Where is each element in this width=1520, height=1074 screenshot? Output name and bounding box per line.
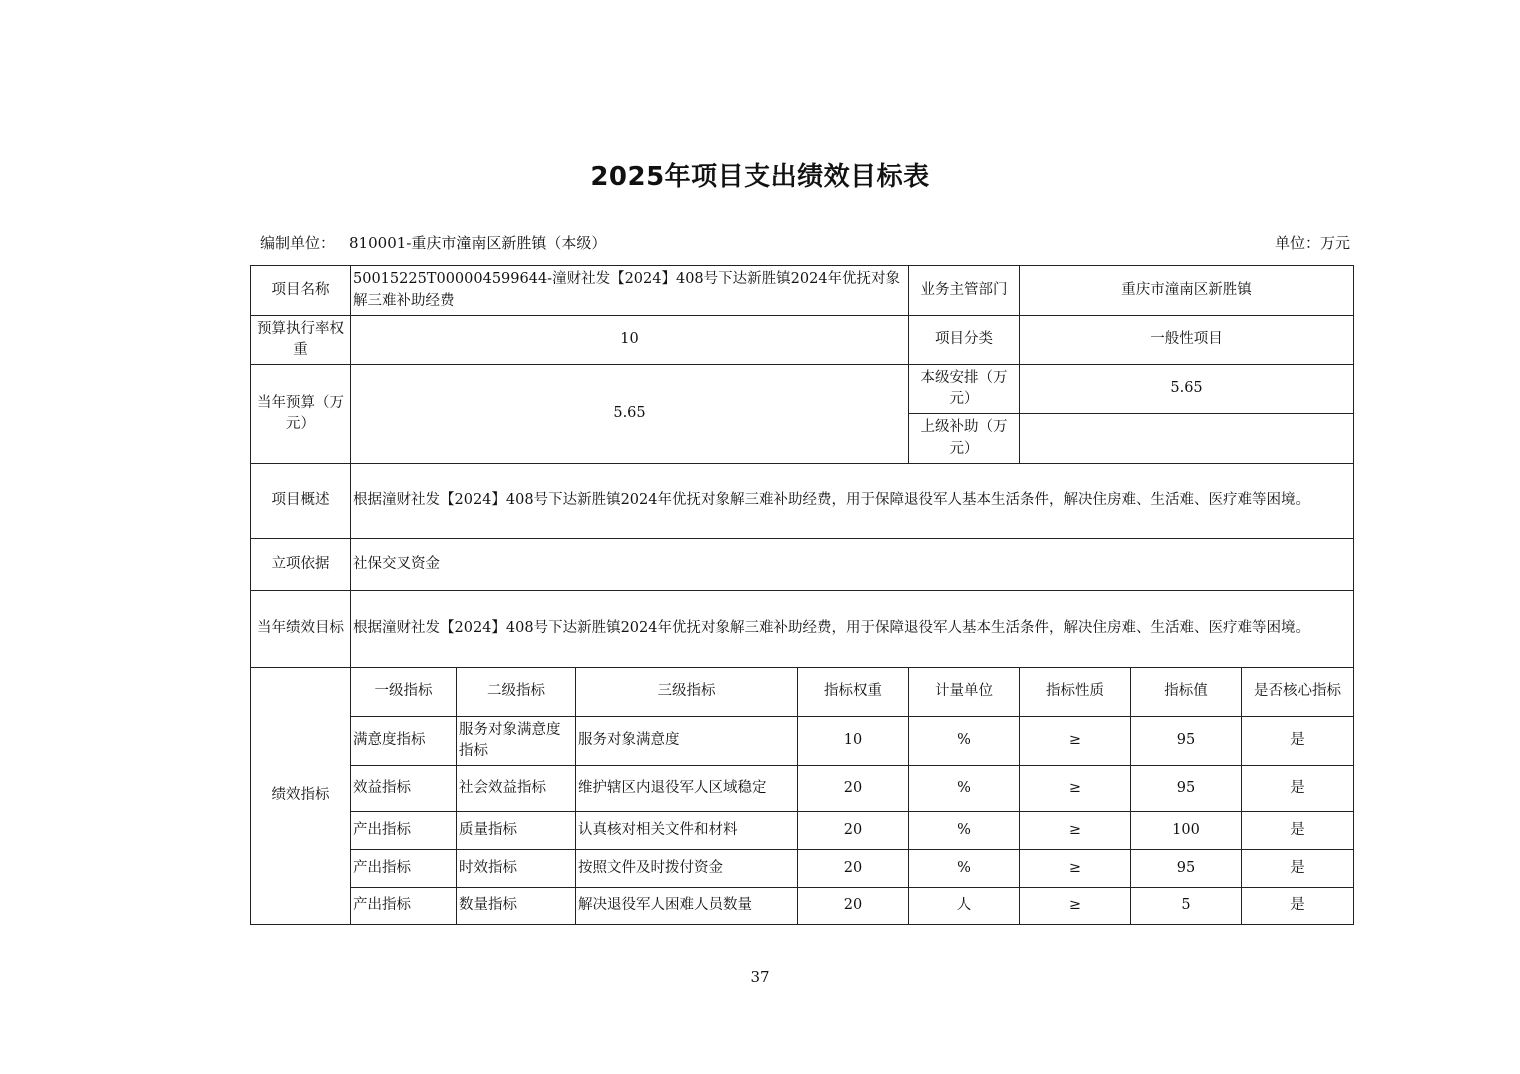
goal-label: 当年绩效目标 <box>251 591 351 668</box>
overview-row <box>251 464 1354 539</box>
row-core: 是 <box>1242 888 1354 925</box>
budget-value: 5.65 <box>351 365 909 464</box>
page-title: 2025年项目支出绩效目标表 <box>590 162 930 192</box>
row-level3: 按照文件及时拨付资金 <box>576 850 798 888</box>
header-level2: 二级指标 <box>457 668 576 717</box>
row-value: 95 <box>1131 766 1242 812</box>
row-level3: 服务对象满意度 <box>576 717 798 766</box>
overview-label: 项目概述 <box>251 464 351 539</box>
budget-row <box>251 365 1354 414</box>
row-level1: 满意度指标 <box>351 717 457 766</box>
compiling-unit-label: 编制单位： <box>260 234 336 252</box>
table-row <box>251 717 1354 766</box>
goal-value: 根据潼财社发【2024】408号下达新胜镇2024年优抚对象解三难补助经费，用于保障退役军人基本生活条件，解决住房难、生活难、医疗难等困境。 <box>351 591 1354 668</box>
row-unit: % <box>909 717 1020 766</box>
goal-row <box>251 591 1354 668</box>
row-value: 95 <box>1131 717 1242 766</box>
compiling-unit-value: 810001-重庆市潼南区新胜镇（本级） <box>349 234 607 252</box>
row-level2: 质量指标 <box>457 812 576 850</box>
table-row <box>251 812 1354 850</box>
category-label: 项目分类 <box>909 316 1020 365</box>
header-level3: 三级指标 <box>576 668 798 717</box>
row-core: 是 <box>1242 717 1354 766</box>
header-nature: 指标性质 <box>1020 668 1131 717</box>
local-label: 本级安排（万元） <box>909 365 1020 414</box>
table-row <box>251 850 1354 888</box>
category-value: 一般性项目 <box>1020 316 1354 365</box>
row-unit: 人 <box>909 888 1020 925</box>
row-value: 5 <box>1131 888 1242 925</box>
indicators-section-label: 绩效指标 <box>251 668 351 925</box>
compiling-unit <box>260 232 606 253</box>
row-level3: 认真核对相关文件和材料 <box>576 812 798 850</box>
row-level2: 服务对象满意度指标 <box>457 717 576 766</box>
header-unit: 计量单位 <box>909 668 1020 717</box>
row-level2: 时效指标 <box>457 850 576 888</box>
upper-value <box>1020 414 1354 464</box>
row-level1: 效益指标 <box>351 766 457 812</box>
row-core: 是 <box>1242 850 1354 888</box>
row-nature: ≥ <box>1020 812 1131 850</box>
row-core: 是 <box>1242 766 1354 812</box>
indicator-header-row <box>251 668 1354 717</box>
header-value: 指标值 <box>1131 668 1242 717</box>
row-weight: 20 <box>798 766 909 812</box>
table-row <box>251 888 1354 925</box>
row-nature: ≥ <box>1020 850 1131 888</box>
overview-value: 根据潼财社发【2024】408号下达新胜镇2024年优抚对象解三难补助经费，用于保障退役军人基本生活条件，解决住房难、生活难、医疗难等困境。 <box>351 464 1354 539</box>
header-weight: 指标权重 <box>798 668 909 717</box>
project-name-row <box>251 266 1354 316</box>
project-name-label: 项目名称 <box>251 266 351 316</box>
row-level2: 社会效益指标 <box>457 766 576 812</box>
row-weight: 10 <box>798 717 909 766</box>
page-number: 37 <box>750 968 770 986</box>
upper-label: 上级补助（万元） <box>909 414 1020 464</box>
row-level1: 产出指标 <box>351 888 457 925</box>
row-value: 100 <box>1131 812 1242 850</box>
row-value: 95 <box>1131 850 1242 888</box>
project-name-value: 50015225T000004599644-潼财社发【2024】408号下达新胜镇2024年优抚对象解三难补助经费 <box>351 266 909 316</box>
rate-row <box>251 316 1354 365</box>
header-core: 是否核心指标 <box>1242 668 1354 717</box>
currency-unit: 单位：万元 <box>1274 234 1350 252</box>
header-level1: 一级指标 <box>351 668 457 717</box>
basis-value: 社保交叉资金 <box>351 539 1354 591</box>
row-unit: % <box>909 766 1020 812</box>
budget-label: 当年预算（万元） <box>251 365 351 464</box>
row-level3: 解决退役军人困难人员数量 <box>576 888 798 925</box>
performance-target-table <box>250 265 1354 925</box>
row-level3: 维护辖区内退役军人区域稳定 <box>576 766 798 812</box>
basis-row <box>251 539 1354 591</box>
rate-value: 10 <box>351 316 909 365</box>
row-weight: 20 <box>798 850 909 888</box>
basis-label: 立项依据 <box>251 539 351 591</box>
row-weight: 20 <box>798 812 909 850</box>
dept-value: 重庆市潼南区新胜镇 <box>1020 266 1354 316</box>
dept-label: 业务主管部门 <box>909 266 1020 316</box>
row-level1: 产出指标 <box>351 850 457 888</box>
local-value: 5.65 <box>1020 365 1354 414</box>
row-unit: % <box>909 850 1020 888</box>
rate-label: 预算执行率权重 <box>251 316 351 365</box>
row-weight: 20 <box>798 888 909 925</box>
row-level1: 产出指标 <box>351 812 457 850</box>
row-nature: ≥ <box>1020 717 1131 766</box>
row-nature: ≥ <box>1020 766 1131 812</box>
row-core: 是 <box>1242 812 1354 850</box>
row-level2: 数量指标 <box>457 888 576 925</box>
table-row <box>251 766 1354 812</box>
row-unit: % <box>909 812 1020 850</box>
row-nature: ≥ <box>1020 888 1131 925</box>
